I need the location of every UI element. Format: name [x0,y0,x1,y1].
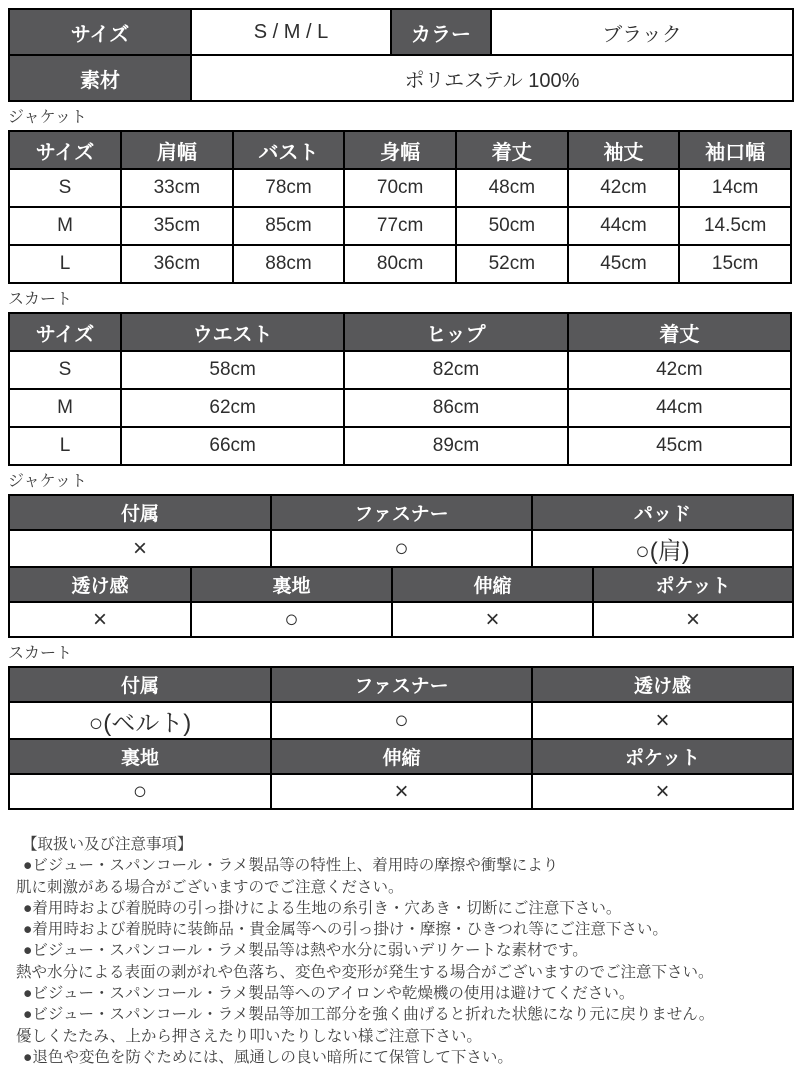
value-cell: × [532,774,793,809]
material-label-cell: 素材 [9,55,191,101]
table-row [9,245,791,283]
value-cell: 85cm [233,207,345,245]
value-cell: 88cm [233,245,345,283]
header-cell: 着丈 [568,313,791,351]
value-cell: 35cm [121,207,233,245]
header-cell: サイズ [9,313,121,351]
header-cell: 透け感 [532,667,793,702]
header-cell: ウエスト [121,313,344,351]
value-cell: L [9,427,121,465]
value-cell: ○(肩) [532,530,793,567]
value-cell: × [271,774,532,809]
table-row [9,774,793,809]
header-cell: ポケット [532,739,793,774]
notes-title: 【取扱い及び注意事項】 [22,836,193,853]
color-value-cell: ブラック [491,9,793,55]
value-cell: 66cm [121,427,344,465]
value-cell: 33cm [121,169,233,207]
value-cell: L [9,245,121,283]
skirt-features-table-group2 [8,738,794,810]
skirt-size-table [8,312,792,466]
table-row [9,389,791,427]
value-cell: × [532,702,793,739]
product-summary-table [8,8,794,102]
value-cell: 77cm [344,207,456,245]
header-cell: 裏地 [9,739,271,774]
header-cell: 袖口幅 [679,131,791,169]
value-cell: 44cm [568,389,791,427]
value-cell: 36cm [121,245,233,283]
header-cell: バスト [233,131,345,169]
skirt-features-table-group1 [8,666,794,740]
header-cell: ファスナー [271,667,532,702]
value-cell: ○ [191,602,392,637]
table-row [9,351,791,389]
header-cell: 伸縮 [392,567,593,602]
header-cell: 裏地 [191,567,392,602]
value-cell: 14cm [679,169,791,207]
skirt-section-label: スカート [8,291,73,308]
value-cell: ○(ベルト) [9,702,271,739]
value-cell: 42cm [568,351,791,389]
value-cell: M [9,207,121,245]
jacket-features-table-group1 [8,494,794,568]
note-line: ●ビジュー・スパンコール・ラメ製品等は熱や水分に弱いデリケートな素材です。 [23,942,588,960]
value-cell: 14.5cm [679,207,791,245]
material-value-cell: ポリエステル 100% [191,55,793,101]
header-cell: サイズ [9,131,121,169]
header-cell: 透け感 [9,567,191,602]
header-cell: 肩幅 [121,131,233,169]
value-cell: ○ [9,774,271,809]
size-label-cell: サイズ [9,9,191,55]
value-cell: 45cm [568,427,791,465]
table-row [9,169,791,207]
table-header-row [9,667,793,702]
value-cell: × [392,602,593,637]
table-row [9,530,793,567]
note-line: 肌に刺激がある場合がございますのでご注意ください。 [16,878,404,896]
value-cell: 48cm [456,169,568,207]
value-cell: M [9,389,121,427]
value-cell: 89cm [344,427,567,465]
note-line: ●ビジュー・スパンコール・ラメ製品等の特性上、着用時の摩擦や衝撃により [23,857,559,875]
value-cell: 50cm [456,207,568,245]
note-line: ●着用時および着脱時の引っ掛けによる生地の糸引き・穴あき・切断にご注意下さい。 [23,899,622,917]
header-cell: 伸縮 [271,739,532,774]
table-row [9,55,793,101]
jacket-features-table-group2 [8,566,794,638]
header-cell: 袖丈 [568,131,680,169]
value-cell: 78cm [233,169,345,207]
value-cell: 15cm [679,245,791,283]
table-header-row [9,567,793,602]
value-cell: ○ [271,702,532,739]
table-row [9,702,793,739]
table-row [9,602,793,637]
header-cell: 付属 [9,495,271,530]
table-row [9,207,791,245]
header-cell: ポケット [593,567,793,602]
color-label-cell: カラー [391,9,491,55]
table-header-row [9,495,793,530]
value-cell: × [593,602,793,637]
jacket-features-section-label: ジャケット [8,473,87,490]
note-line: ●退色や変色を防ぐためには、風通しの良い暗所にて保管して下さい。 [23,1048,513,1066]
value-cell: 42cm [568,169,680,207]
table-header-row [9,131,791,169]
value-cell: 62cm [121,389,344,427]
header-cell: 着丈 [456,131,568,169]
value-cell: ○ [271,530,532,567]
table-header-row [9,313,791,351]
value-cell: 45cm [568,245,680,283]
value-cell: S [9,169,121,207]
size-value-cell: S / M / L [191,9,391,55]
header-cell: パッド [532,495,793,530]
value-cell: S [9,351,121,389]
note-line: ●ビジュー・スパンコール・ラメ製品等加工部分を強く曲げると折れた状態になり元に戻りません。 [23,1006,715,1024]
jacket-size-table [8,130,792,284]
header-cell: 身幅 [344,131,456,169]
value-cell: 86cm [344,389,567,427]
table-header-row [9,739,793,774]
table-row [9,9,793,55]
value-cell: 70cm [344,169,456,207]
header-cell: 付属 [9,667,271,702]
header-cell: ファスナー [271,495,532,530]
note-line: ●ビジュー・スパンコール・ラメ製品等へのアイロンや乾燥機の使用は避けてください。 [23,985,635,1003]
table-row [9,427,791,465]
skirt-features-section-label: スカート [8,645,73,662]
value-cell: 80cm [344,245,456,283]
value-cell: × [9,602,191,637]
note-line: ●着用時および着脱時に装飾品・貴金属等への引っ掛け・摩擦・ひきつれ等にご注意下さい。 [23,921,668,939]
handling-notes [8,834,792,1067]
value-cell: 52cm [456,245,568,283]
value-cell: 44cm [568,207,680,245]
value-cell: × [9,530,271,567]
value-cell: 82cm [344,351,567,389]
note-line: 優しくたたみ、上から押さえたり叩いたりしない様ご注意下さい。 [16,1027,482,1045]
header-cell: ヒップ [344,313,567,351]
jacket-section-label: ジャケット [8,109,87,126]
value-cell: 58cm [121,351,344,389]
note-line: 熱や水分による表面の剥がれや色落ち、変色や変形が発生する場合がございますのでご注意下さい。 [16,963,714,981]
